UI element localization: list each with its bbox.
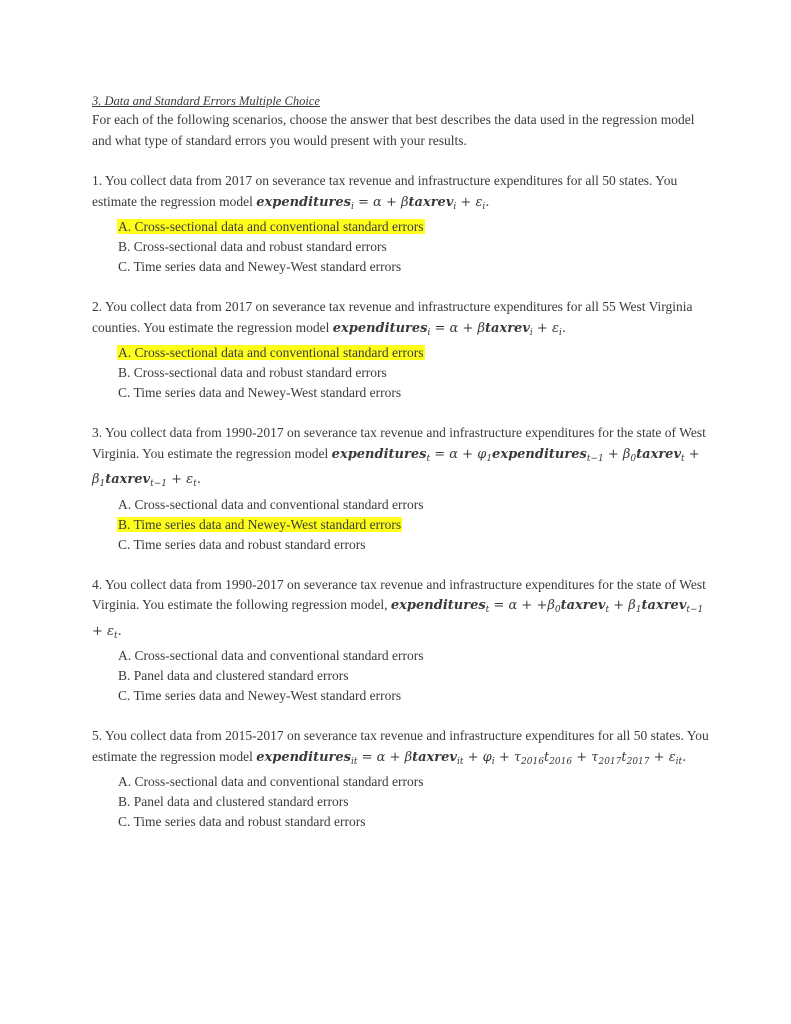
option-b[interactable] (92, 363, 712, 383)
question-3 (92, 423, 712, 555)
regression-equation: expenditures$_t$ = $\alpha + +\beta_0taxrev_t$ + $\beta_1taxrev_{t-1} + \varepsilon_t$. (92, 598, 704, 641)
option-list (92, 772, 712, 832)
question-stem (92, 575, 712, 647)
option-c[interactable] (92, 812, 712, 832)
option-c[interactable] (92, 686, 712, 706)
option-a[interactable] (92, 217, 712, 237)
option-b[interactable] (92, 666, 712, 686)
option-label: B. Time series data and Newey-West standard errors (118, 516, 402, 532)
regression-equation: expenditures$_{it}$ = α + βtaxrev$_{it}$ + $\varphi_i + \tau_{2016}t_{2016} + \tau_{2017}t_{2017} + \varepsilon_{it}$. (256, 749, 687, 767)
regression-equation: expenditures$_i$ = α + βtaxrev$_i$ + $\varepsilon_i$. (332, 320, 566, 338)
option-label: C. Time series data and Newey-West standard errors (118, 259, 402, 274)
question-stem-text: 4. You collect data from 1990-2017 on severance tax revenue and infrastructure expenditures for the state of West Virginia. You estimate the following regression model, (92, 576, 706, 612)
question-stem-text: 5. You collect data from 2015-2017 on severance tax revenue and infrastructure expenditures for all 50 states. You estimate the regression model (92, 728, 709, 764)
question-stem (92, 726, 712, 772)
option-list (92, 495, 712, 555)
option-label: B. Panel data and clustered standard errors (118, 668, 349, 683)
option-c[interactable] (92, 535, 712, 555)
question-stem (92, 423, 712, 495)
option-list (92, 646, 712, 706)
option-label: C. Time series data and robust standard errors (118, 814, 366, 829)
option-label: B. Panel data and clustered standard errors (118, 794, 349, 809)
question-stem-text: 2. You collect data from 2017 on severance tax revenue and infrastructure expenditures for all 55 West Virginia counties. You estimate the regression model (92, 299, 693, 335)
option-label: A. Cross-sectional data and conventional standard errors (118, 345, 424, 360)
option-c[interactable] (92, 257, 712, 277)
option-a[interactable] (92, 495, 712, 515)
option-label: A. Cross-sectional data and conventional standard errors (118, 496, 424, 512)
option-b[interactable] (92, 237, 712, 257)
option-label: A. Cross-sectional data and conventional standard errors (118, 219, 424, 234)
question-4 (92, 575, 712, 707)
regression-equation: expenditures$_t$ = $\alpha + \varphi_1expenditures_{t-1}$ + $\beta_0taxrev_t$ + $\beta_1taxrev_{t-1} + \varepsilon_t$. (92, 446, 700, 489)
question-stem (92, 297, 712, 343)
document-content (92, 92, 712, 852)
option-a[interactable] (92, 772, 712, 792)
option-a[interactable] (92, 343, 712, 363)
question-5 (92, 726, 712, 832)
option-b[interactable] (92, 792, 712, 812)
option-label: C. Time series data and Newey-West standard errors (118, 385, 402, 400)
option-c[interactable] (92, 383, 712, 403)
section-heading: 3. Data and Standard Errors Multiple Choice (92, 94, 320, 108)
question-2 (92, 297, 712, 403)
option-label: A. Cross-sectional data and conventional standard errors (118, 648, 424, 663)
option-label: B. Cross-sectional data and robust standard errors (118, 365, 387, 380)
option-label: C. Time series data and robust standard errors (118, 536, 366, 552)
question-stem-text: 3. You collect data from 1990-2017 on severance tax revenue and infrastructure expenditures for the state of West Virginia. You estimate the regression model (92, 425, 706, 461)
option-list (92, 343, 712, 403)
option-b[interactable] (92, 515, 712, 535)
option-a[interactable] (92, 646, 712, 666)
option-label: C. Time series data and Newey-West standard errors (118, 688, 402, 703)
option-label: B. Cross-sectional data and robust standard errors (118, 239, 387, 254)
option-label: A. Cross-sectional data and conventional standard errors (118, 774, 424, 789)
question-stem (92, 171, 712, 217)
intro-paragraph: For each of the following scenarios, choose the answer that best describes the data used in the regression model and what type of standard errors you would present with your results. (92, 112, 695, 148)
question-1 (92, 171, 712, 277)
regression-equation: expenditures$_i$ = α + βtaxrev$_i$ + $\varepsilon_i$. (256, 194, 490, 212)
option-list (92, 217, 712, 277)
question-stem-text: 1. You collect data from 2017 on severance tax revenue and infrastructure expenditures for all 50 states. You estimate the regression model (92, 173, 678, 209)
